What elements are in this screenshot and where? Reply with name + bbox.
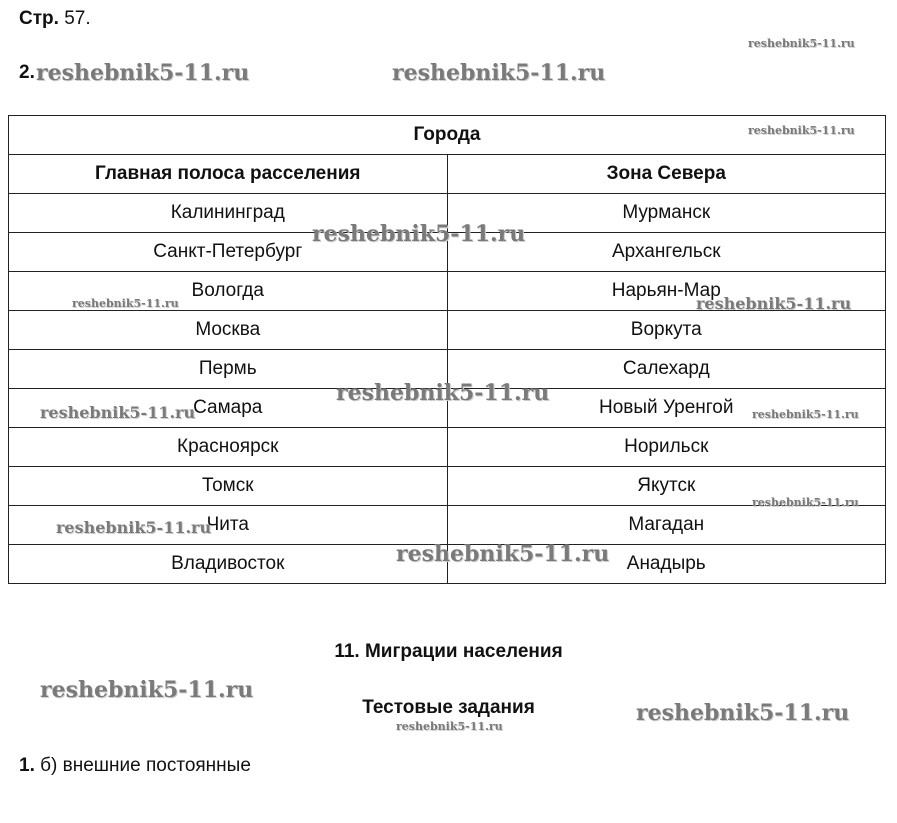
main-zone-city: Чита <box>9 506 448 545</box>
north-zone-city: Магадан <box>447 506 886 545</box>
main-zone-city: Санкт-Петербург <box>9 233 448 272</box>
table-title: Города <box>9 116 886 155</box>
watermark: reshebnik5-11.ru <box>312 221 526 247</box>
answer-number: 1. <box>19 755 35 776</box>
watermark: reshebnik5-11.ru <box>752 496 859 509</box>
page-reference <box>19 8 91 30</box>
watermark: reshebnik5-11.ru <box>396 541 610 567</box>
page-label: Стр. <box>19 8 59 29</box>
north-zone-city: Норильск <box>447 428 886 467</box>
watermark: reshebnik5-11.ru <box>752 408 859 421</box>
main-zone-city: Пермь <box>9 350 448 389</box>
task-number: 2. <box>19 62 35 83</box>
main-zone-city: Самара <box>9 389 448 428</box>
header-north-zone: Зона Севера <box>447 155 886 194</box>
watermark: reshebnik5-11.ru <box>636 700 850 726</box>
north-zone-city: Мурманск <box>447 194 886 233</box>
main-zone-city: Владивосток <box>9 545 448 584</box>
watermark: reshebnik5-11.ru <box>392 60 606 86</box>
watermark: reshebnik5-11.ru <box>748 124 855 137</box>
page-number: 57. <box>64 8 91 29</box>
main-zone-city: Москва <box>9 311 448 350</box>
watermark: reshebnik5-11.ru <box>40 403 196 422</box>
north-zone-city: Анадырь <box>447 545 886 584</box>
north-zone-city: Новый Уренгой <box>447 389 886 428</box>
watermark: reshebnik5-11.ru <box>56 518 212 537</box>
main-zone-city: Вологда <box>9 272 448 311</box>
answer-text: б) внешние постоянные <box>40 755 251 776</box>
header-main-zone: Главная полоса расселения <box>9 155 448 194</box>
watermark: reshebnik5-11.ru <box>36 60 250 86</box>
watermark: reshebnik5-11.ru <box>40 677 254 703</box>
table-header-row <box>9 155 886 194</box>
north-zone-city: Якутск <box>447 467 886 506</box>
north-zone-city: Архангельск <box>447 233 886 272</box>
watermark: reshebnik5-11.ru <box>748 37 855 50</box>
main-zone-city: Томск <box>9 467 448 506</box>
section-title: 11. Миграции населения <box>334 641 563 662</box>
north-zone-city: Нарьян-Мар <box>447 272 886 311</box>
main-zone-city: Красноярск <box>9 428 448 467</box>
north-zone-city: Салехард <box>447 350 886 389</box>
table-row <box>9 428 886 467</box>
main-zone-city: Калининград <box>9 194 448 233</box>
watermark: reshebnik5-11.ru <box>696 294 852 313</box>
answer-line <box>19 755 251 777</box>
table-row <box>9 311 886 350</box>
cities-table <box>8 115 886 584</box>
sub-title: Тестовые задания <box>362 697 535 718</box>
watermark: reshebnik5-11.ru <box>336 380 550 406</box>
north-zone-city: Воркута <box>447 311 886 350</box>
watermark: reshebnik5-11.ru <box>72 297 179 310</box>
watermark: reshebnik5-11.ru <box>396 720 503 733</box>
